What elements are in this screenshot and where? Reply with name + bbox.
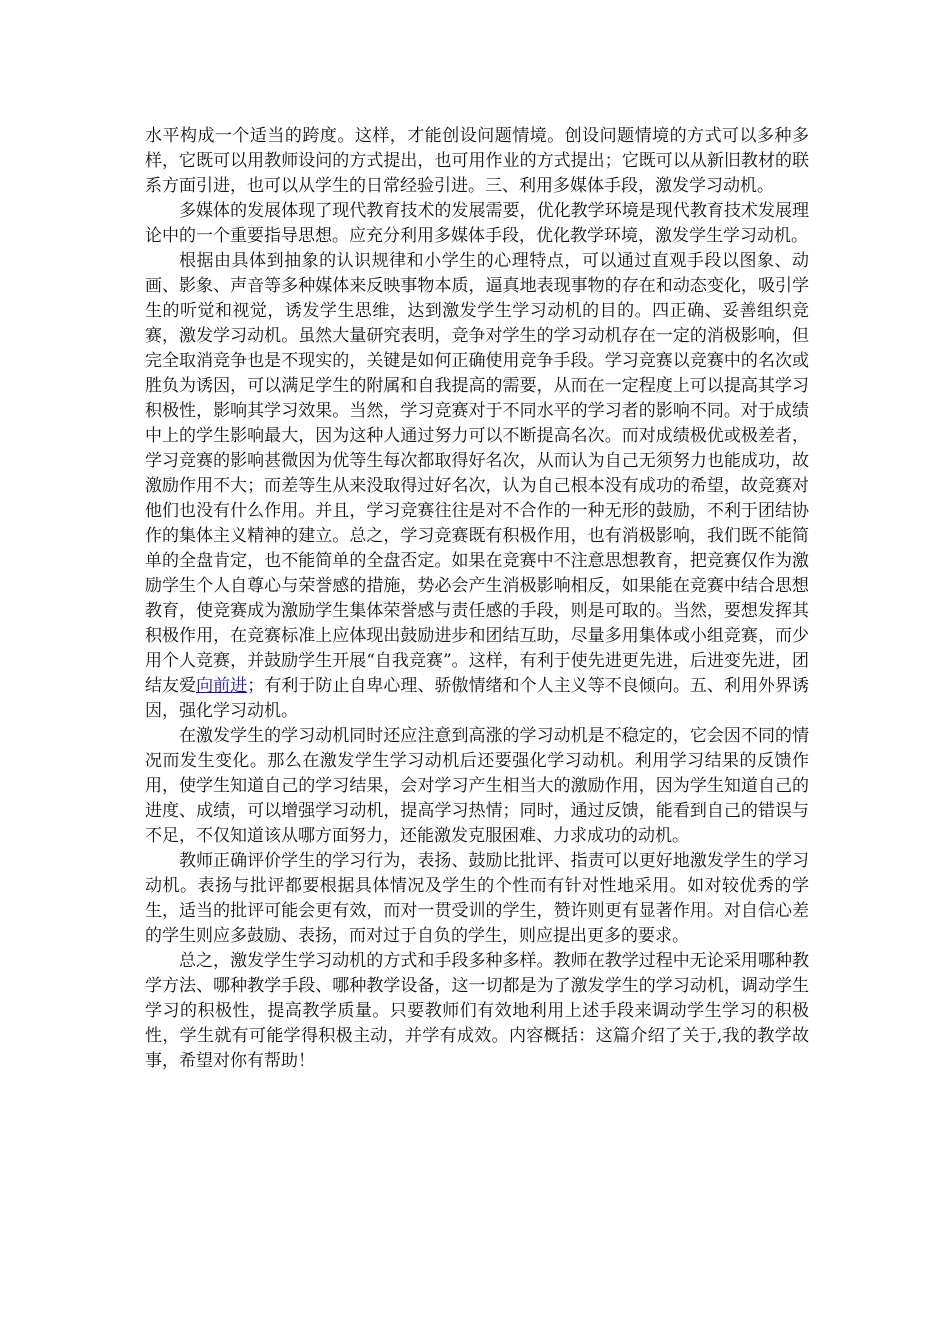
- paragraph-3: [145, 249, 809, 724]
- document-page: [145, 124, 809, 1074]
- paragraph-5-text: 教师正确评价学生的学习行为，表扬、鼓励比批评、指责可以更好地激发学生的学习动机。表扬与批评都要根据具体情况及学生的个性而有针对性地采用。如对较优秀的学生，适当的批评可能会更有效，而对一贯受训的学生，赞许则更有显著作用。对自信心差的学生则应多鼓励、表扬，而对过于自负的学生，则应提出更多的要求。: [145, 851, 809, 946]
- paragraph-5: [145, 849, 809, 949]
- paragraph-1: [145, 124, 809, 199]
- paragraph-3-text-after: ；有利于防止自卑心理、骄傲情绪和个人主义等不良倾向。五、利用外界诱因，强化学习动机。: [145, 676, 810, 721]
- paragraph-6-text: 总之，激发学生学习动机的方式和手段多种多样。教师在教学过程中无论采用哪种教学方法、哪种教学手段、哪种教学设备，这一切都是为了激发学生的学习动机，调动学生学习的积极性，提高教学质量。只要教师们有效地利用上述手段来调动学生学习的积极性，学生就有可能学得积极主动，并学有成效。内容概括：这篇介绍了关于,我的教学故事，希望对你有帮助！: [145, 951, 809, 1071]
- paragraph-2: [145, 199, 809, 249]
- paragraph-2-text: 多媒体的发展体现了现代教育技术的发展需要，优化教学环境是现代教育技术发展理论中的一个重要指导思想。应充分利用多媒体手段，优化教学环境，激发学生学习动机。: [145, 201, 809, 246]
- paragraph-4-text: 在激发学生的学习动机同时还应注意到高涨的学习动机是不稳定的，它会因不同的情况而发生变化。那么在激发学生学习动机后还要强化学习动机。利用学习结果的反馈作用，使学生知道自己的学习结果，会对学习产生相当大的激励作用，因为学生知道自己的进度、成绩，可以增强学习动机，提高学习热情；同时，通过反馈，能看到自己的错误与不足，不仅知道该从哪方面努力，还能激发克服困难、力求成功的动机。: [145, 726, 809, 846]
- paragraph-4: [145, 724, 809, 849]
- paragraph-3-text: 根据由具体到抽象的认识规律和小学生的心理特点，可以通过直观手段以图象、动画、影象、声音等多种媒体来反映事物本质，逼真地表现事物的存在和动态变化，吸引学生的听觉和视觉，诱发学生思维，达到激发学生学习动机的目的。四正确、妥善组织竞赛，激发学习动机。虽然大量研究表明，竞争对学生的学习动机存在一定的消极影响，但完全取消竞争也是不现实的，关键是如何正确使用竞争手段。学习竞赛以竞赛中的名次或胜负为诱因，可以满足学生的附属和自我提高的需要，从而在一定程度上可以提高其学习积极性，影响其学习效果。当然，学习竞赛对于不同水平的学习者的影响不同。对于成绩中上的学生影响最大，因为这种人通过努力可以不断提高名次。而对成绩极优或极差者，学习竞赛的影响甚微因为优等生每次都取得好名次，从而认为自己无须努力也能成功，故激励作用不大；而差等生从来没取得过好名次，认为自己根本没有成功的希望，故竞赛对他们也没有什么作用。并且，学习竞赛往往是对不合作的一种无形的鼓励，不利于团结协作的集体主义精神的建立。总之，学习竞赛既有积极作用，也有消极影响，我们既不能简单的全盘肯定，也不能简单的全盘否定。如果在竞赛中不注意思想教育，把竞赛仅作为激励学生个人自尊心与荣誉感的措施，势必会产生消极影响相反，如果能在竞赛中结合思想教育，使竞赛成为激励学生集体荣誉感与责任感的手段，则是可取的。当然，要想发挥其积极作用，在竞赛标准上应体现出鼓励进步和团结互助，尽量多用集体或小组竞赛，而少用个人竞赛，并鼓励学生开展“自我竞赛”。这样，有利于使先进更先进，后进变先进，团结友爱: [145, 251, 809, 696]
- hyperlink-xiang-qian-jin[interactable]: 向前进: [196, 676, 248, 696]
- paragraph-6: [145, 949, 809, 1074]
- paragraph-1-text: 水平构成一个适当的跨度。这样，才能创设问题情境。创设问题情境的方式可以多种多样，它既可以用教师设问的方式提出，也可用作业的方式提出；它既可以从新旧教材的联系方面引进，也可以从学生的日常经验引进。三、利用多媒体手段，激发学习动机。: [145, 126, 809, 196]
